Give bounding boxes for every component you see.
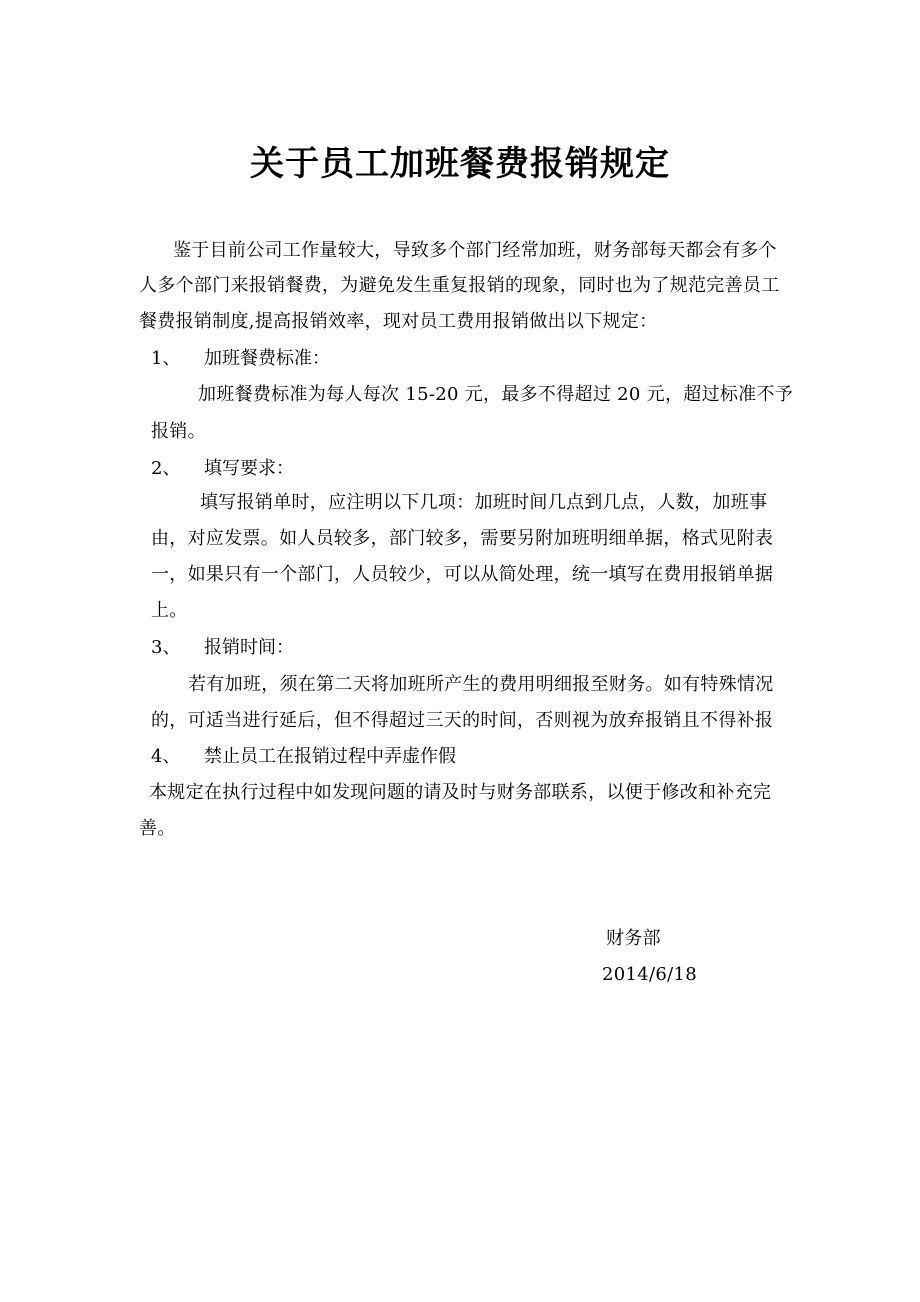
item-4-number: 4、: [151, 746, 181, 767]
intro-line-1: 鉴于目前公司工作量较大，导致多个部门经常加班，财务部每天都会有多个: [173, 240, 777, 261]
intro-line-3: 餐费报销制度,提高报销效率，现对员工费用报销做出以下规定：: [139, 311, 658, 332]
item-4-heading: 禁止员工在报销过程中弄虚作假: [204, 746, 456, 767]
closing-line-1: 本规定在执行过程中如发现问题的请及时与财务部联系，以便于修改和补充完: [149, 782, 772, 803]
closing-line-2: 善。: [139, 818, 176, 839]
item-2-body-line-2: 由，对应发票。如人员较多，部门较多，需要另附加班明细单据，格式见附表: [151, 528, 774, 549]
page-title: 关于员工加班餐费报销规定: [250, 144, 670, 184]
item-2-body-line-3: 一，如果只有一个部门，人员较少，可以从简处理，统一填写在费用报销单据: [151, 564, 774, 585]
item-1-body-line-1: 加班餐费标准为每人每次 15-20 元，最多不得超过 20 元，超过标准不予: [198, 384, 794, 405]
item-1-number: 1、: [151, 348, 181, 369]
intro-line-2: 人多个部门来报销餐费，为避免发生重复报销的现象，同时也为了规范完善员工: [139, 275, 780, 296]
item-1-body-line-2: 报销。: [151, 421, 206, 442]
signature-date: 2014/6/18: [602, 964, 697, 985]
item-3-body-line-2: 的，可适当进行延后，但不得超过三天的时间，否则视为放弃报销且不得补报: [151, 710, 774, 731]
item-3-body-line-1: 若有加班，须在第二天将加班所产生的费用明细报至财务。如有特殊情况: [188, 674, 774, 695]
item-1-heading: 加班餐费标准：: [204, 348, 330, 369]
item-3-heading: 报销时间：: [204, 637, 294, 658]
item-3-number: 3、: [151, 637, 181, 658]
item-2-heading: 填写要求：: [204, 458, 294, 479]
item-2-body-line-4: 上。: [151, 600, 188, 621]
item-2-body-line-1: 填写报销单时，应注明以下几项：加班时间几点到几点，人数，加班事: [200, 492, 768, 513]
item-2-number: 2、: [151, 458, 181, 479]
signature-department: 财务部: [606, 928, 661, 949]
